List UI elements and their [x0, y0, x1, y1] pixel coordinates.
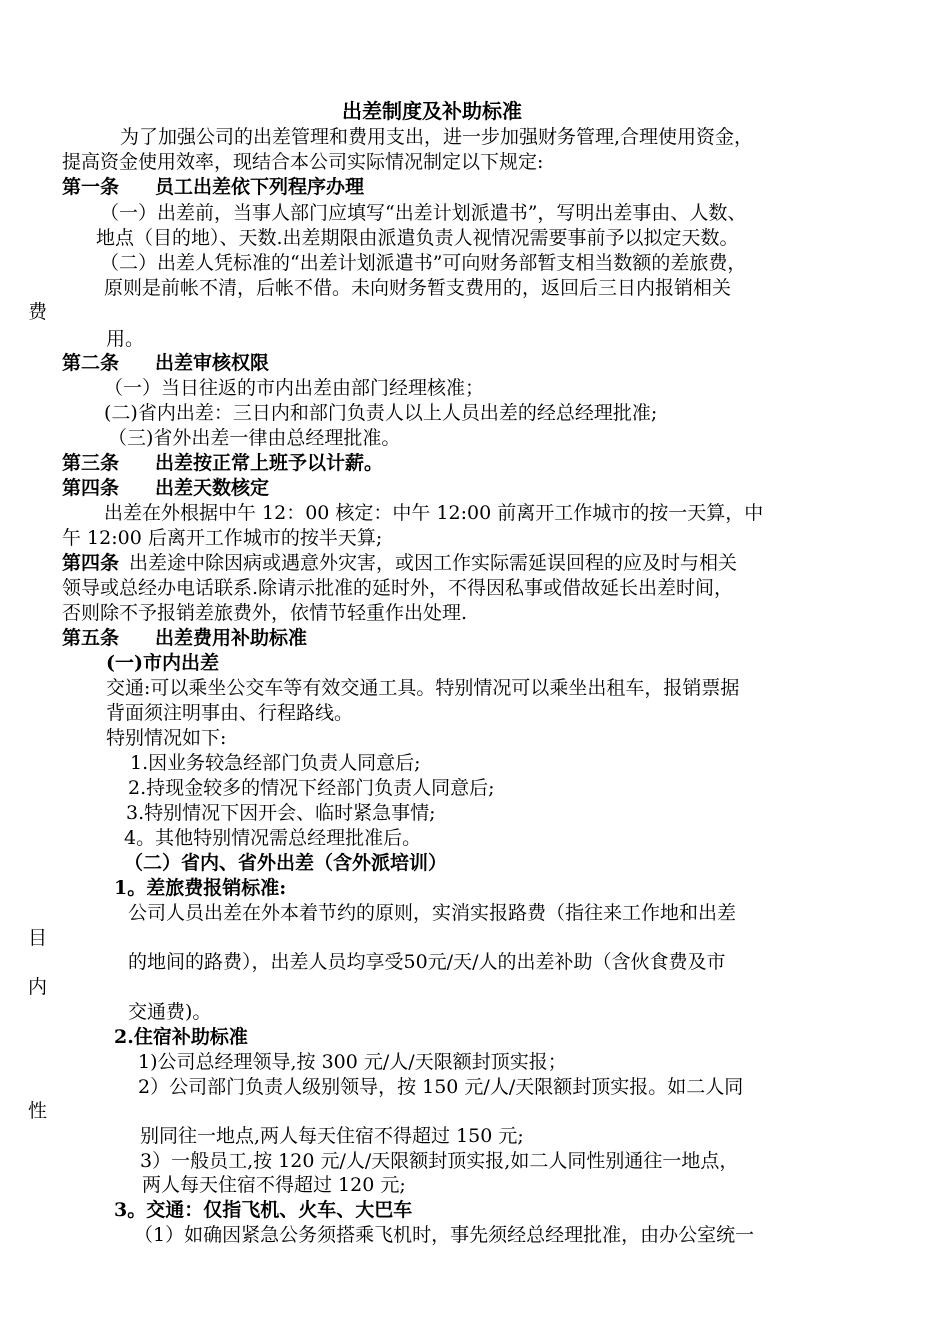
- section-1-line: 背面须注明事由、行程路线。: [106, 702, 354, 724]
- article-4b-line: 否则除不予报销差旅费外，依情节轻重作出处理.: [62, 602, 468, 624]
- subsection-1-line: 公司人员出差在外本着节约的原则，实消实报路费（指往来工作地和出差: [128, 902, 737, 924]
- article-4-line: 出差在外根据中午 12：00 核定：中午 12:00 前离开工作城市的按一天算，中: [104, 502, 764, 524]
- subsection-2-line: 别同往一地点,两人每天住宿不得超过 150 元;: [140, 1125, 524, 1147]
- article-5-heading: [62, 626, 307, 650]
- section-1-line: 特别情况如下:: [106, 727, 227, 749]
- section-1-line: 交通:可以乘坐公交车等有效交通工具。特别情况可以乘坐出租车，报销票据: [106, 677, 740, 699]
- article-title: 出差审核权限: [155, 352, 270, 374]
- article-label: 第二条: [62, 352, 120, 374]
- article-1-para-line: 地点（目的地）、天数.出差期限由派遣负责人视情况需要事前予以拟定天数。: [96, 227, 739, 249]
- article-2-item: （三)省外出差一律由总经理批准。: [108, 427, 401, 449]
- subsection-2-line: 两人每天住宿不得超过 120 元;: [142, 1174, 406, 1196]
- article-title: 出差费用补助标准: [155, 627, 308, 649]
- article-4b-text: 出差途中除因病或遇意外灾害，或因工作实际需延误回程的应及时与相关: [129, 552, 738, 574]
- article-label: 第四条: [62, 552, 120, 574]
- intro-line: 为了加强公司的出差管理和费用支出，进一步加强财务管理,合理使用资金，: [120, 126, 754, 148]
- subsection-1-heading: 1。差旅费报销标准:: [114, 877, 287, 899]
- article-1-para-line: 费: [28, 301, 48, 323]
- section-1-item: 2.持现金较多的情况下经部门负责人同意后;: [128, 777, 495, 799]
- subsection-3-heading: 3。交通：仅指飞机、火车、大巴车: [114, 1199, 413, 1221]
- intro-line: 提高资金使用效率，现结合本公司实际情况制定以下规定:: [62, 151, 544, 173]
- article-1-heading: [62, 175, 364, 199]
- article-label: 第三条: [62, 452, 120, 474]
- article-4b-line: 领导或总经办电话联系.除请示批准的延时外，不得因私事或借故延长出差时间，: [62, 577, 734, 599]
- subsection-1-line: 交通费)。: [128, 1001, 212, 1023]
- page-title: 出差制度及补助标准: [342, 99, 522, 123]
- subsection-1-line: 目: [28, 927, 48, 949]
- subsection-2-heading: 2.住宿补助标准: [114, 1026, 248, 1048]
- article-2-item: （一）当日往返的市内出差由部门经理核准；: [104, 377, 485, 399]
- article-4-heading: [62, 476, 269, 500]
- subsection-2-line: 1)公司总经理领导,按 300 元/人/天限额封顶实报；: [138, 1051, 567, 1073]
- section-1-item: 4。其他特别情况需总经理批准后。: [124, 827, 422, 849]
- article-label: 第一条: [62, 176, 120, 198]
- subsection-1-line: 的地间的路费），出差人员均享受50元/天/人的出差补助（含伙食费及市: [128, 951, 726, 973]
- article-label: 第四条: [62, 477, 120, 499]
- article-title: 出差按正常上班予以计薪。: [155, 452, 384, 474]
- article-4-line: 午 12:00 后离开工作城市的按半天算;: [62, 527, 383, 549]
- section-2-heading: （二）省内、省外出差（含外派培训）: [124, 852, 448, 874]
- section-1-item: 3.特别情况下因开会、临时紧急事情;: [126, 802, 436, 824]
- article-1-para-line: （二）出差人凭标准的“出差计划派遣书”可向财务部暂支相当数额的差旅费，: [100, 252, 747, 274]
- subsection-3-line: （1）如确因紧急公务须搭乘飞机时，事先须经总经理批准，由办公室统一: [134, 1224, 755, 1246]
- article-1-para-line: 原则是前帐不清，后帐不借。未向财务暂支费用的，返回后三日内报销相关: [104, 277, 732, 299]
- subsection-2-line: 3）一般员工,按 120 元/人/天限额封顶实报,如二人同性别通往一地点，: [140, 1150, 739, 1172]
- subsection-2-line: 性: [28, 1100, 48, 1122]
- article-1-para-line: 用。: [106, 328, 145, 350]
- subsection-2-line: 2）公司部门负责人级别领导，按 150 元/人/天限额封顶实报。如二人同: [138, 1076, 744, 1098]
- article-1-para-line: （一）出差前，当事人部门应填写“出差计划派遣书”，写明出差事由、人数、: [100, 202, 747, 224]
- article-title: 出差天数核定: [155, 477, 270, 499]
- article-2-item: (二)省内出差：三日内和部门负责人以上人员出差的经总经理批准;: [104, 402, 658, 424]
- article-title: 员工出差依下列程序办理: [155, 176, 365, 198]
- article-2-heading: [62, 351, 269, 375]
- article-label: 第五条: [62, 627, 120, 649]
- section-1-item: 1.因业务较急经部门负责人同意后;: [130, 752, 421, 774]
- article-4b-line: [62, 551, 737, 575]
- subsection-1-line: 内: [28, 976, 48, 998]
- article-3-heading: [62, 451, 383, 475]
- section-1-heading: (一)市内出差: [106, 652, 219, 674]
